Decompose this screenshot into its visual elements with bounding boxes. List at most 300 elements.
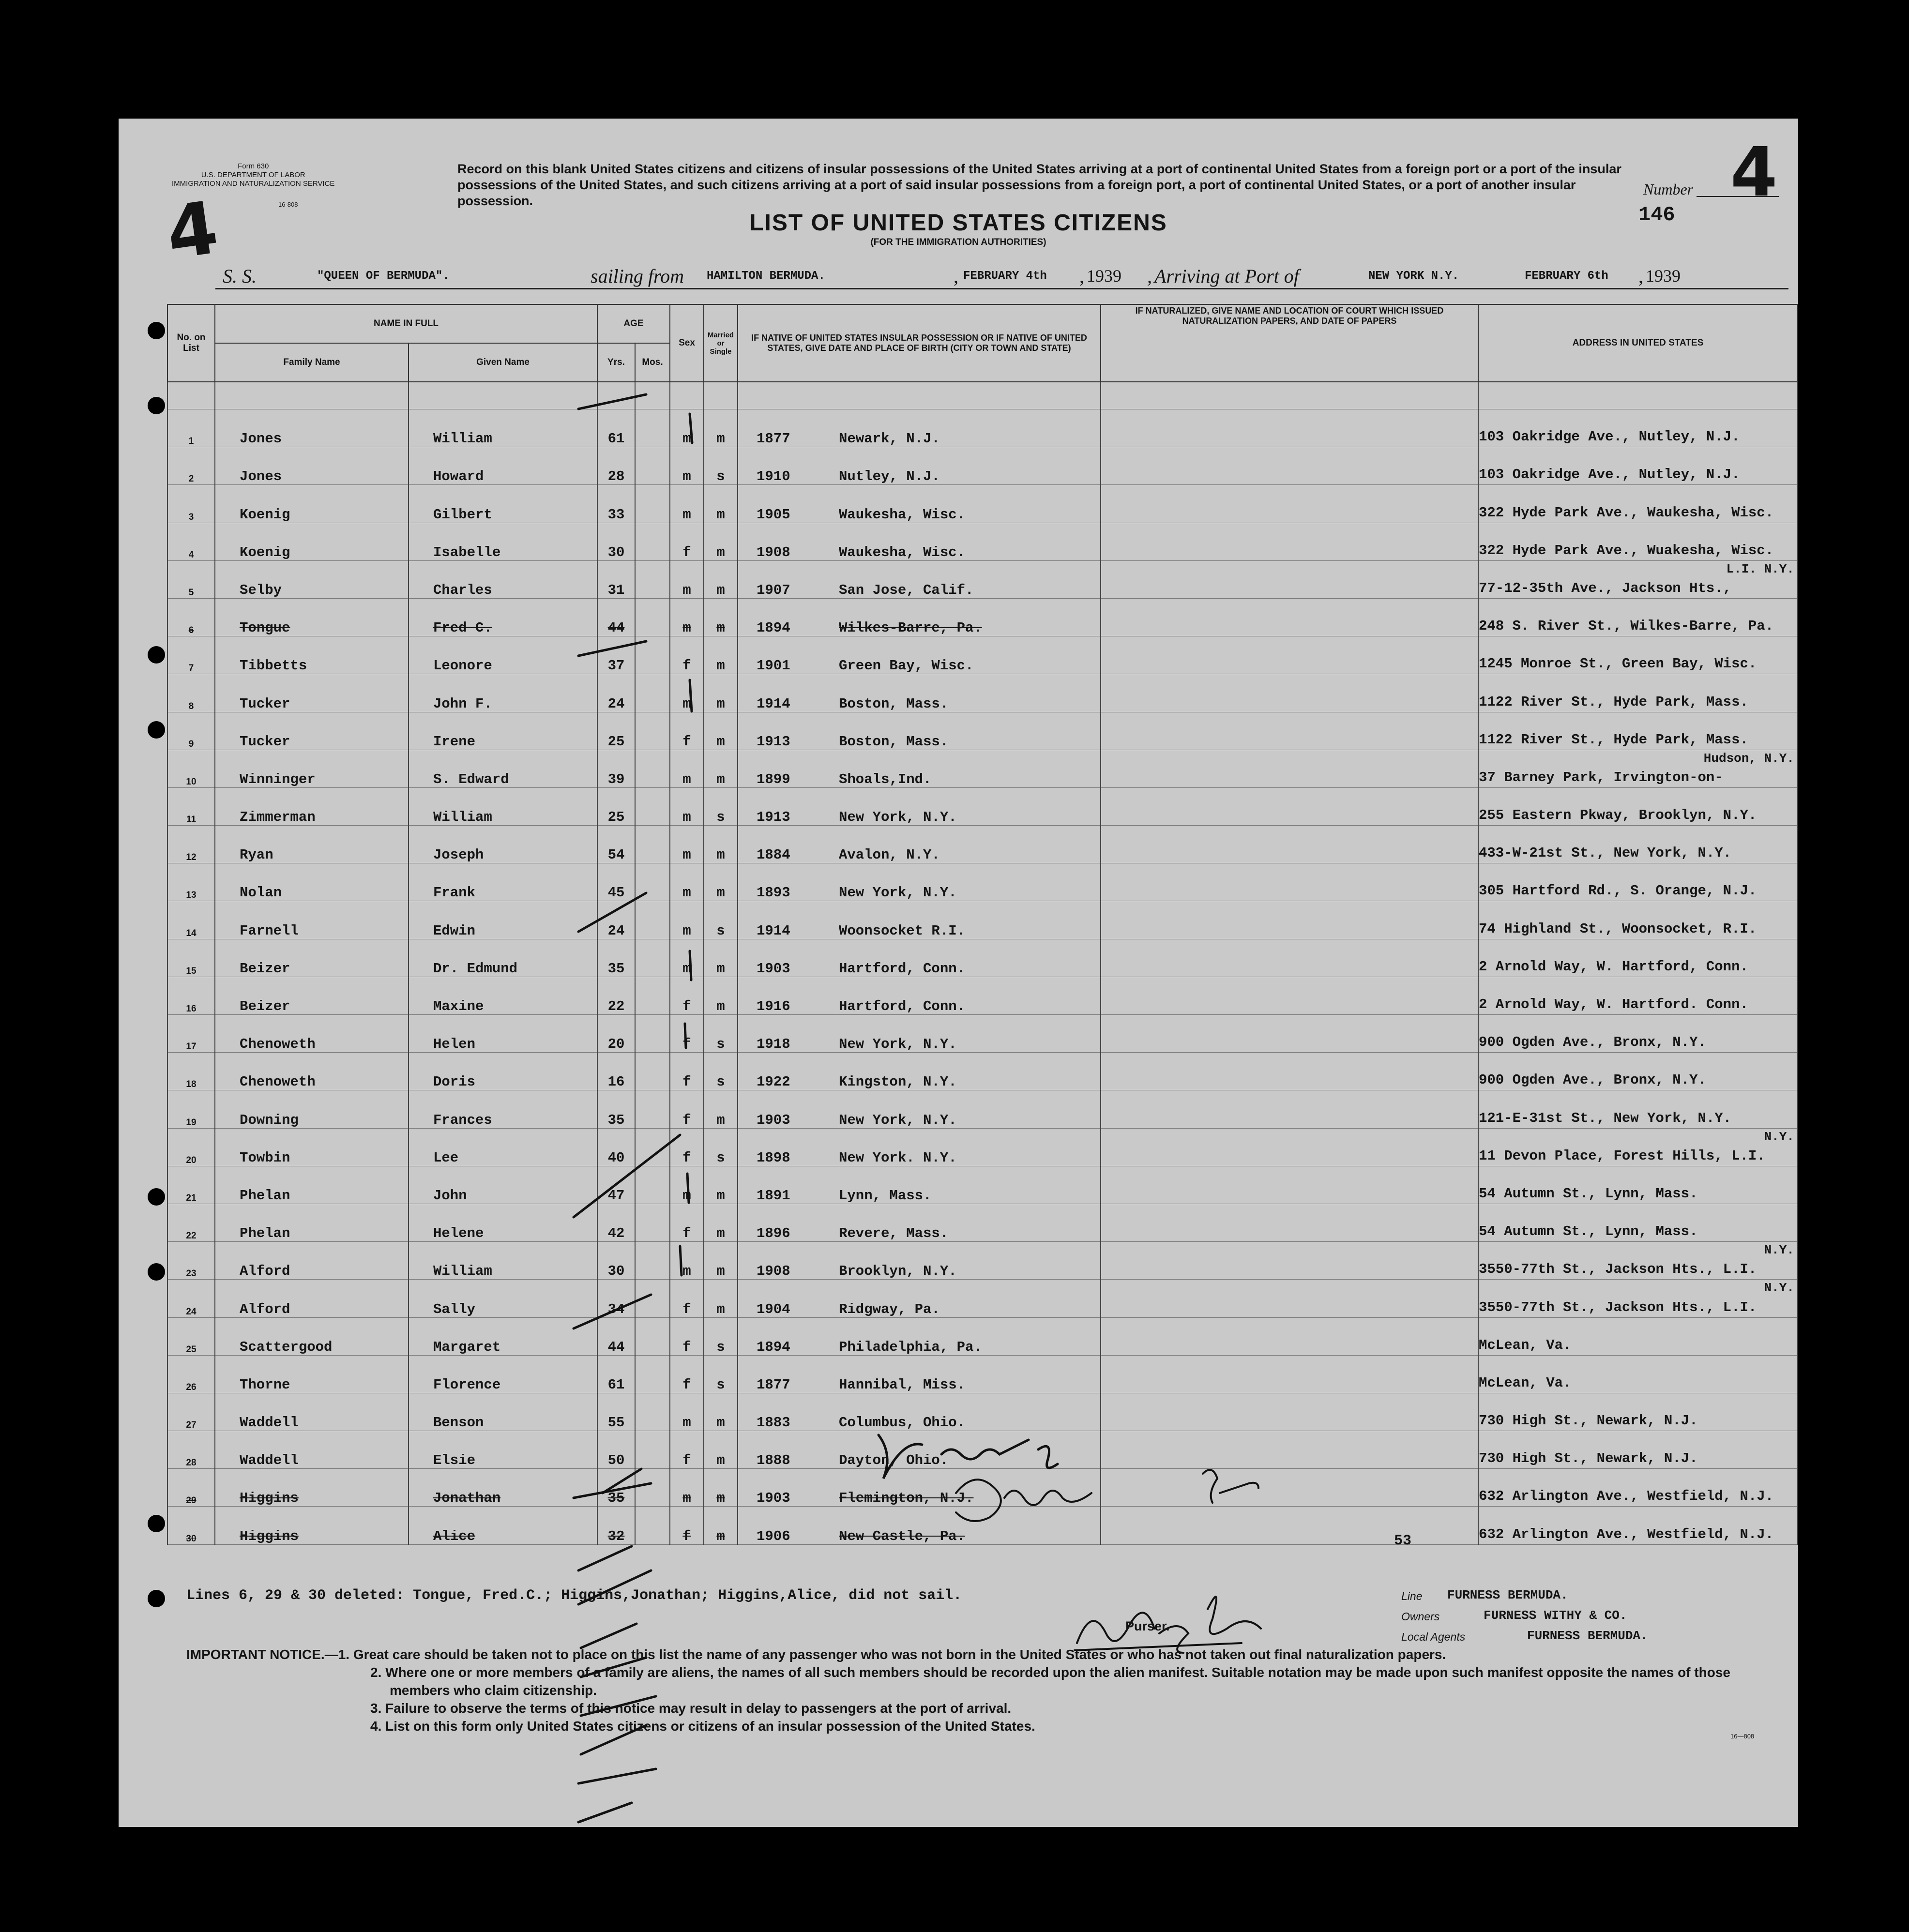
col-name-in-full: NAME IN FULL [215,304,597,343]
family-name: Phelan [215,1204,409,1241]
row-number: 20 [167,1128,215,1166]
marital-status: m [704,863,738,901]
birth-year: 1894 [757,620,790,636]
marital-status: m [704,826,738,863]
birth-year: 1908 [757,1263,790,1280]
age-years: 20 [597,1015,635,1053]
form-number: Form 630 [238,162,269,170]
important-notice [186,1645,1735,1735]
address-line: 900 Ogden Ave., Bronx, N.Y. [1479,1034,1706,1051]
row-number: 26 [167,1355,215,1393]
family-name: Winninger [215,750,409,787]
department: U.S. DEPARTMENT OF LABOR [201,171,305,179]
marital-status: m [704,939,738,977]
given-name: Charles [409,560,597,598]
birth-year: 1884 [757,847,790,863]
marital-status: m [704,1204,738,1241]
age-years: 47 [597,1166,635,1204]
address-continued: L.I. N.Y. [1726,561,1794,576]
address-line: 103 Oakridge Ave., Nutley, N.J. [1479,429,1740,445]
birth-year: 1877 [757,431,790,447]
age-years: 44 [597,598,635,636]
purser-label: Purser. [1125,1619,1170,1633]
binder-hole [148,1515,165,1532]
marital-status: m [704,712,738,750]
age-years: 37 [597,636,635,674]
row-number: 13 [167,863,215,901]
col-sex: Sex [670,304,704,382]
address-line: 3550-77th St., Jackson Hts., L.I. [1479,1261,1757,1278]
address-continued: Hudson, N.Y. [1703,751,1794,766]
sex: f [670,1015,704,1053]
address-line: 433-W-21st St., New York, N.Y. [1479,845,1732,861]
given-name: Helen [409,1015,597,1053]
important-lead: IMPORTANT NOTICE. [186,1647,325,1662]
address-line: 632 Arlington Ave., Westfield, N.J. [1479,1488,1774,1505]
marital-status: s [704,447,738,485]
col-yrs: Yrs. [597,343,635,382]
row-number: 25 [167,1317,215,1355]
family-name: Waddell [215,1431,409,1469]
binder-hole [148,397,165,414]
owners-label: Owners [1401,1610,1440,1623]
sex: f [670,712,704,750]
birth-year: 1913 [757,733,790,750]
marital-status: m [704,560,738,598]
sex: f [670,1128,704,1166]
family-name: Tucker [215,674,409,712]
given-name: Fred C. [409,598,597,636]
birth-year: 1888 [757,1452,790,1469]
birth-place: Nutley, N.J. [839,468,940,485]
birth-year: 1877 [757,1376,790,1393]
sex: m [670,863,704,901]
number-value: 4 [1730,133,1778,212]
birth-place: Kingston, N.Y. [839,1074,957,1090]
marital-status: m [704,1393,738,1431]
birth-place: New Castle, Pa. [839,1528,966,1544]
given-name: Edwin [409,901,597,939]
birth-year: 1898 [757,1149,790,1166]
marital-status: s [704,787,738,825]
family-name: Alford [215,1242,409,1280]
departure-year: 1939 [1087,266,1121,286]
birth-place: New York, N.Y. [839,809,957,826]
sex: f [670,1204,704,1241]
age-years: 30 [597,523,635,560]
family-name: Selby [215,560,409,598]
address-line: 248 S. River St., Wilkes-Barre, Pa. [1479,618,1774,634]
row-number: 29 [167,1469,215,1507]
given-name: Benson [409,1393,597,1431]
marital-status: m [704,750,738,787]
row-number: 27 [167,1393,215,1431]
birth-place: San Jose, Calif. [839,582,974,598]
sailing-label: sailing from [591,265,684,287]
departure-date: FEBRUARY 4th [963,270,1047,283]
age-years: 34 [597,1280,635,1317]
birth-year: 1904 [757,1301,790,1317]
bottom-code: 16—808 [1730,1733,1755,1740]
voyage-line: S. S. "QUEEN OF BERMUDA". sailing from HAMILTON BERMUDA. , FEBRUARY 4th , 1939 , Arriving at Port of NEW YORK N.Y. FEBRUARY 6th , 1939 [223,265,1681,287]
family-name: Jones [215,447,409,485]
address-line: 632 Arlington Ave., Westfield, N.J. [1479,1526,1774,1542]
address-line: 730 High St., Newark, N.J. [1479,1413,1698,1429]
birth-year: 1913 [757,809,790,826]
given-name: Frank [409,863,597,901]
given-name: Maxine [409,977,597,1014]
birth-place: Philadelphia, Pa. [839,1339,982,1355]
marital-status: s [704,1053,738,1090]
address-continued: N.Y. [1764,1129,1794,1144]
age-years: 35 [597,1469,635,1507]
age-years: 50 [597,1431,635,1469]
row-number: 14 [167,901,215,939]
ship-name: "QUEEN OF BERMUDA". [317,270,450,283]
given-name: Irene [409,712,597,750]
family-name: Tongue [215,598,409,636]
corner-number: 4 [161,185,223,276]
age-years: 24 [597,901,635,939]
birth-place: Hartford, Conn. [839,960,966,977]
birth-year: 1905 [757,506,790,523]
sex: m [670,939,704,977]
family-name: Tucker [215,712,409,750]
address-line: 3550-77th St., Jackson Hts., L.I. [1479,1299,1757,1315]
marital-status: s [704,1317,738,1355]
sex: m [670,674,704,712]
row-number: 15 [167,939,215,977]
family-name: Downing [215,1090,409,1128]
sex: f [670,977,704,1014]
sex: m [670,1242,704,1280]
row-number: 6 [167,598,215,636]
col-no: No. on List [167,304,215,382]
family-name: Phelan [215,1166,409,1204]
age-years: 39 [597,750,635,787]
address-line: 255 Eastern Pkway, Brooklyn, N.Y. [1479,807,1757,824]
marital-status: m [704,598,738,636]
sex: f [670,636,704,674]
col-given-name: Given Name [409,343,597,382]
marital-status: s [704,1355,738,1393]
address-line: 1245 Monroe St., Green Bay, Wisc. [1479,656,1757,672]
age-years: 32 [597,1507,635,1544]
family-name: Scattergood [215,1317,409,1355]
birth-place: Dayton, Ohio. [839,1452,949,1469]
birth-place: Woonsocket R.I. [839,922,966,939]
marital-status: m [704,485,738,523]
departure-port: HAMILTON BERMUDA. [707,270,825,283]
sex: f [670,1507,704,1544]
birth-year: 1914 [757,922,790,939]
birth-year: 1903 [757,1112,790,1128]
birth-place: Revere, Mass. [839,1225,949,1242]
marital-status: m [704,409,738,447]
given-name: John [409,1166,597,1204]
birth-place: New York. N.Y. [839,1149,957,1166]
marital-status: m [704,674,738,712]
marital-status: m [704,1431,738,1469]
birth-year: 1916 [757,998,790,1014]
col-family-name: Family Name [215,343,409,382]
address-line: 1122 River St., Hyde Park, Mass. [1479,694,1748,710]
manifest-sheet [119,119,1798,1827]
given-name: William [409,1242,597,1280]
row-number: 28 [167,1431,215,1469]
arrival-port: NEW YORK N.Y. [1368,270,1459,283]
row-number: 3 [167,485,215,523]
age-years: 25 [597,712,635,750]
given-name: Lee [409,1128,597,1166]
marital-status: s [704,901,738,939]
birth-year: 1893 [757,885,790,901]
age-years: 33 [597,485,635,523]
age-years: 28 [597,447,635,485]
important-item-1: —1. Great care should be taken not to place on this list the name of any passenger who was not born in the United States or who has not taken out final naturalization papers. [324,1647,1446,1662]
given-name: Howard [409,447,597,485]
row-number: 17 [167,1015,215,1053]
sex: m [670,598,704,636]
address-line: 2 Arnold Way, W. Hartford. Conn. [1479,996,1748,1012]
birth-year: 1910 [757,468,790,485]
marital-status: m [704,977,738,1014]
col-naturalized: IF NATURALIZED, GIVE NAME AND LOCATION OF COURT WHICH ISSUED NATURALIZATION PAPERS, AND DATE OF PAPERS [1101,304,1478,382]
address-line: McLean, Va. [1479,1337,1572,1353]
birth-place: Brooklyn, N.Y. [839,1263,957,1280]
birth-year: 1894 [757,1339,790,1355]
birth-place: Hannibal, Miss. [839,1376,966,1393]
given-name: Joseph [409,826,597,863]
sex: f [670,523,704,560]
sex: f [670,1280,704,1317]
given-name: Dr. Edmund [409,939,597,977]
address-line: McLean, Va. [1479,1374,1572,1391]
birth-year: 1903 [757,960,790,977]
sex: m [670,485,704,523]
col-mos: Mos. [635,343,670,382]
age-years: 35 [597,1090,635,1128]
family-name: Beizer [215,939,409,977]
row-number: 4 [167,523,215,560]
given-name: Jonathan [409,1469,597,1507]
row-number: 10 [167,750,215,787]
marital-status: m [704,1280,738,1317]
birth-place: Lynn, Mass. [839,1187,932,1204]
age-years: 30 [597,1242,635,1280]
sex: f [670,1317,704,1355]
marital-status: m [704,523,738,560]
age-years: 61 [597,1355,635,1393]
row-number: 11 [167,787,215,825]
given-name: Doris [409,1053,597,1090]
given-name: John F. [409,674,597,712]
birth-year: 1903 [757,1490,790,1507]
binder-hole [148,1590,165,1607]
arriving-label: Arriving at Port of [1154,265,1299,287]
given-name: Sally [409,1280,597,1317]
birth-place: Waukesha, Wisc. [839,506,966,523]
page-subtitle: (FOR THE IMMIGRATION AUTHORITIES) [870,237,1046,247]
sex: m [670,901,704,939]
age-years: 22 [597,977,635,1014]
sex: f [670,1090,704,1128]
address-line: 2 Arnold Way, W. Hartford, Conn. [1479,958,1748,975]
age-years: 31 [597,560,635,598]
family-name: Beizer [215,977,409,1014]
given-name: Helene [409,1204,597,1241]
family-name: Koenig [215,523,409,560]
sex: m [670,1393,704,1431]
important-item-2: 2. Where one or more members of a family are aliens, the names of all such members should be recorded upon the alien manifest. Suitable notation may be made upon such manifest opposite the names of those members who claim citizenship. [370,1665,1730,1698]
binder-hole [148,1263,165,1281]
agents-value: FURNESS BERMUDA. [1527,1629,1648,1643]
marital-status: m [704,636,738,674]
birth-year: 1899 [757,771,790,787]
handwritten-marks [119,119,1798,1827]
form-code: 16-808 [278,201,298,208]
line-value: FURNESS BERMUDA. [1447,1588,1568,1602]
sex: m [670,409,704,447]
address-line: 1122 River St., Hyde Park, Mass. [1479,731,1748,748]
sex: m [670,750,704,787]
col-age: AGE [597,304,670,343]
marital-status: m [704,1469,738,1507]
address-continued: N.Y. [1764,1281,1794,1296]
col-married: Married or Single [704,304,738,382]
sex: m [670,1469,704,1507]
given-name: Florence [409,1355,597,1393]
age-years: 54 [597,826,635,863]
birth-place: Green Bay, Wisc. [839,658,974,674]
age-years: 35 [597,939,635,977]
given-name: Margaret [409,1317,597,1355]
row-number: 16 [167,977,215,1014]
given-name: Alice [409,1507,597,1544]
deleted-note: Lines 6, 29 & 30 deleted: Tongue, Fred.C.; Higgins,Jonathan; Higgins,Alice, did not sail. [186,1587,962,1604]
important-item-4: 4. List on this form only United States citizens or citizens of an insular possession of the United States. [370,1719,1035,1734]
stamp-number: 146 [1638,203,1675,226]
row-number: 21 [167,1166,215,1204]
address-line: 121-E-31st St., New York, N.Y. [1479,1110,1732,1126]
age-years: 16 [597,1053,635,1090]
birth-year: 1896 [757,1225,790,1242]
row-number: 9 [167,712,215,750]
family-name: Thorne [215,1355,409,1393]
birth-place: Wilkes-Barre, Pa. [839,620,982,636]
address-line: 11 Devon Place, Forest Hills, L.I. [1479,1147,1765,1164]
row-number: 19 [167,1090,215,1128]
family-name: Alford [215,1280,409,1317]
sex: f [670,1431,704,1469]
given-name: William [409,409,597,447]
birth-place: Hartford, Conn. [839,998,966,1014]
birth-year: 1914 [757,695,790,712]
number-label: Number [1643,181,1694,198]
birth-year: 1908 [757,544,790,560]
row-number: 18 [167,1053,215,1090]
address-line: 77-12-35th Ave., Jackson Hts., [1479,580,1732,596]
birth-year: 1883 [757,1415,790,1431]
marital-status: s [704,1128,738,1166]
given-name: William [409,787,597,825]
family-name: Towbin [215,1128,409,1166]
sex: m [670,560,704,598]
birth-place: Flemington, N.J. [839,1490,974,1507]
address-line: 322 Hyde Park Ave., Wuakesha, Wisc. [1479,542,1774,558]
row-number: 22 [167,1204,215,1241]
birth-place: Boston, Mass. [839,695,949,712]
birth-place: Boston, Mass. [839,733,949,750]
important-item-3: 3. Failure to observe the terms of this notice may result in delay to passengers at the port of arrival. [370,1701,1012,1716]
family-name: Zimmerman [215,787,409,825]
marital-status: s [704,1015,738,1053]
age-years: 25 [597,787,635,825]
given-name: Isabelle [409,523,597,560]
row-number: 24 [167,1280,215,1317]
row-number: 2 [167,447,215,485]
family-name: Higgins [215,1469,409,1507]
birth-place: Columbus, Ohio. [839,1415,966,1431]
sex: f [670,1355,704,1393]
family-name: Higgins [215,1507,409,1544]
sex: m [670,1166,704,1204]
birth-place: Newark, N.J. [839,431,940,447]
family-name: Farnell [215,901,409,939]
age-years: 40 [597,1128,635,1166]
address-line: 54 Autumn St., Lynn, Mass. [1479,1223,1698,1240]
age-years: 44 [597,1317,635,1355]
row-number: 7 [167,636,215,674]
given-name: Leonore [409,636,597,674]
sex: m [670,787,704,825]
birth-place: Shoals,Ind. [839,771,932,787]
page-title: LIST OF UNITED STATES CITIZENS [749,210,1167,236]
row-number: 12 [167,826,215,863]
address-continued: N.Y. [1764,1243,1794,1258]
family-name: Koenig [215,485,409,523]
age-years: 61 [597,409,635,447]
birth-year: 1891 [757,1187,790,1204]
sex: m [670,826,704,863]
binder-hole [148,322,165,339]
birth-year: 1901 [757,658,790,674]
arrival-year: 1939 [1646,266,1681,286]
row-number: 8 [167,674,215,712]
birth-place: New York, N.Y. [839,1036,957,1053]
row-number: 30 [167,1507,215,1544]
col-address: ADDRESS IN UNITED STATES [1478,304,1798,382]
birth-year: 1906 [757,1528,790,1544]
birth-year: 1907 [757,582,790,598]
row-number: 1 [167,409,215,447]
marital-status: m [704,1242,738,1280]
address-line: 37 Barney Park, Irvington-on- [1479,769,1723,785]
address-line: 322 Hyde Park Ave., Waukesha, Wisc. [1479,504,1774,521]
marital-status: m [704,1090,738,1128]
age-years: 24 [597,674,635,712]
sex: f [670,1053,704,1090]
address-line: 103 Oakridge Ave., Nutley, N.J. [1479,467,1740,483]
given-name: S. Edward [409,750,597,787]
marital-status: m [704,1166,738,1204]
binder-hole [148,646,165,664]
family-name: Chenoweth [215,1015,409,1053]
address-line: 54 Autumn St., Lynn, Mass. [1479,1185,1698,1202]
agents-label: Local Agents [1401,1630,1466,1643]
line-label: Line [1401,1590,1423,1602]
arrival-date: FEBRUARY 6th [1525,270,1608,283]
